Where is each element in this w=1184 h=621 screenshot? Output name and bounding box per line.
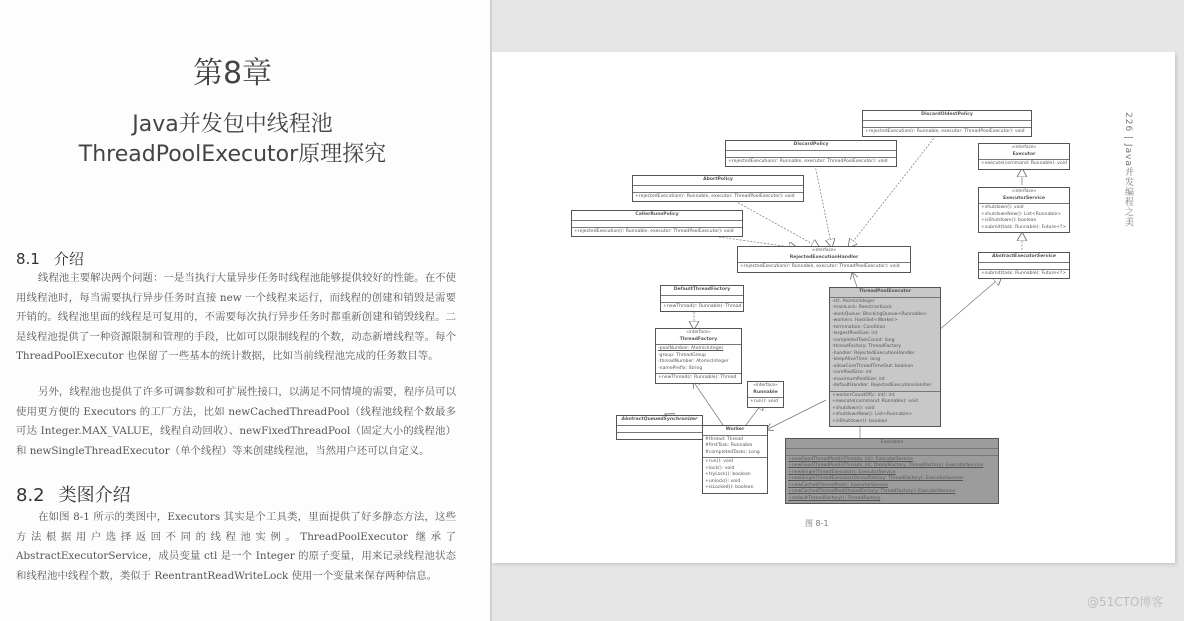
- chapter-title-line2: ThreadPoolExecutor原理探究: [78, 142, 387, 167]
- paragraph-intro-2: 另外，线程池也提供了许多可调参数和可扩展性接口，以满足不同情境的需要，程序员可以使用更方便的 Executors 的工厂方法，比如 newCachedThreadPool（线程池线程个数最多可达 Integer.MAX_VALUE，线程自动回收）、newFixedThreadPool（固定大小的线程池）和 newSingleThreadExecutor（单个线程）等来创建线程池，当然用户还可以自定义。: [16, 386, 456, 457]
- uml-class-worker: Worker #thread: Thread #firstTask: Runnable #completedTasks: Long +run(): void +lock(): void +tryLock(): boolean +unlock(): void +isLocked(): boolean: [702, 425, 768, 494]
- section-number: 8.1: [16, 250, 40, 268]
- left-page: [0, 0, 490, 621]
- uml-class-default-thread-factory: DefaultThreadFactory +newThread(r: Runnable): Thread: [660, 285, 744, 312]
- section-title: 类图介绍: [58, 485, 131, 506]
- watermark: @51CTO博客: [1087, 595, 1164, 609]
- uml-interface-rejected-execution-handler: «interface» RejectedExecutionHandler +rejectedExecution(r: Runnable, executor: ThreadPoolExecutor): void: [737, 246, 911, 273]
- uml-class-thread-pool-executor: ThreadPoolExecutor -ctl: AtomicInteger -mainLock: ReentrantLock -workQueue: BlockingQueue<Runnable> -workers: HashSet<Worker> -termination: Condition -largestPoolSize: int -completedTaskCount: long -threadFactory: ThreadFactory -handler: RejectedExecutionHandler -keepAliveTime: long -allowCoreThreadTimeOut: boolean -corePoolSize: int -maximumPoolSize: int -defaultHandler: RejectedExecutionHandler +workerCountOf(c: int): int +execute(command: Runnable): void +shutdown(): void +shutdownNow(): List<Runnable> +isShutdown(): boolean: [829, 287, 941, 427]
- uml-interface-runnable: «interface» Runnable +run(): void: [747, 381, 784, 408]
- chapter-title-line1: Java并发包中线程池: [132, 112, 333, 137]
- uml-class-abstract-queued-synchronizer: AbstractQueuedSynchronizer: [616, 415, 703, 440]
- paragraph-intro-1: 线程池主要解决两个问题：一是当执行大量异步任务时线程池能够提供较好的性能。在不使用线程池时，每当需要执行异步任务时直接 new 一个线程来运行，而线程的创建和销毁是需要开销的。线程池里面的线程是可复用的，不需要每次执行异步任务时都重新创建和销毁线程。二是线程池提供了一种资源限制和管理的手段，比如可以限制线程的个数，动态新增线程等。每个 ThreadPoolExecutor 也保留了一些基本的统计数据，比如当前线程池完成的任务数目等。: [16, 272, 456, 363]
- chapter-number: 第8章: [192, 56, 273, 91]
- uml-interface-executor-service: «interface» ExecutorService +shutdown(): void +shutdownNow(): List<Runnable> +isShutdown(): boolean +submit(task: Runnable): Future<?>: [978, 187, 1070, 233]
- uml-interface-executor: «interface» Executor +execute(command: Runnable): void: [978, 143, 1070, 170]
- uml-class-discard-oldest-policy: DiscardOldestPolicy +rejectedExecution(r: Runnable, executor: ThreadPoolExecutor): void: [862, 110, 1032, 137]
- uml-class-caller-runs-policy: CallerRunsPolicy +rejectedExecution(r: Runnable, executor: ThreadPoolExecutor): void: [571, 210, 743, 237]
- chapter-title: [0, 110, 465, 170]
- section-heading-8-1: [16, 248, 84, 269]
- uml-class-discard-policy: DiscardPolicy +rejectedExecution(r: Runnable, executor: ThreadPoolExecutor): void: [725, 140, 897, 167]
- uml-class-abort-policy: AbortPolicy +rejectedExecution(r: Runnable, executor: ThreadPoolExecutor): void: [632, 175, 804, 202]
- section-heading-8-2: [16, 481, 131, 507]
- running-header: 226 | Java并发编程之美: [1123, 112, 1133, 227]
- uml-class-executors: Executors +newFixedThreadPool(nThreads: int): ExecutorService +newFixedThreadPool(nThreads: int, threadFactory: ThreadFactory): ExecutorService +newSingleThreadExecutor(): ExecutorService +newSingleThreadExecutor(threadFactory: ThreadFactory): ExecutorService +newCachedThreadPool(): ExecutorService +newCachedThreadPool(threadFactory: ThreadFactory): ExecutorService +defaultThreadFactory(): ThreadFactory: [785, 438, 999, 504]
- uml-class-abstract-executor-service: AbstractExecutorService +submit(task: Runnable): Future<?>: [978, 252, 1070, 279]
- uml-interface-thread-factory: «interface» ThreadFactory -poolNumber: AtomicInteger -group: ThreadGroup -threadNumber: AtomicInteger -namePrefix: String +newThread(r: Runnable): Thread: [655, 328, 742, 384]
- paragraph-class-diagram: 在如图 8-1 所示的类图中，Executors 其实是个工具类，里面提供了好多静态方法，这些方法根据用户选择返回不同的线程池实例。ThreadPoolExecutor 继承了 AbstractExecutorService，成员变量 ctl 是一个 Integer 的原子变量，用来记录线程池状态和线程池中线程个数，类似于 ReentrantReadWriteLock 使用一个变量来保存两种信息。: [16, 511, 456, 582]
- figure-caption: 图 8-1: [805, 519, 829, 528]
- section-title: 介绍: [53, 250, 84, 268]
- section-number: 8.2: [16, 485, 45, 506]
